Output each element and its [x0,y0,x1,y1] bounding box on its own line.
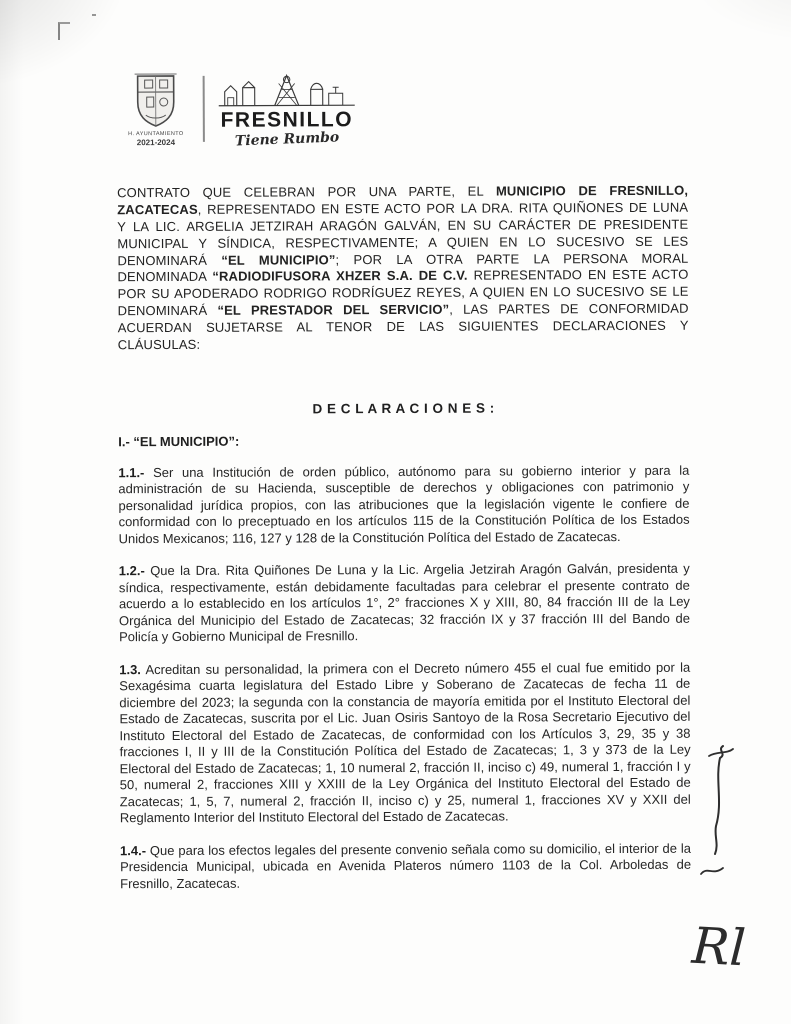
intro-segment: REPRESENTADO EN ESTE ACTO POR SU APODERADO RODRIGO RODRÍGUEZ REYES, A QUIEN EN LO SUCESIVO SE LE DENOMINARÁ [117,267,689,319]
intro-segment: CONTRATO QUE CELEBRAN POR UNA PARTE, EL [117,183,496,201]
clause-body: Que para los efectos legales del presente convenio señala como su domicilio, el interior de la Presidencia Municipal, ubicada en Avenida Plateros número 1103 de la Col. Arboledas de Fresnillo, Zacatecas. [120,840,692,892]
clause-number: 1.3. [119,662,141,678]
crest-caption-line2: 2021-2024 [136,137,176,147]
clause-1-4 [120,841,691,893]
intro-bold-segment: “EL PRESTADOR DEL SERVICIO” [217,301,450,319]
fresnillo-tagline: Tiene Rumbo [234,129,340,150]
clause-body: Que la Dra. Rita Quiñones De Luna y la Lic. Argelia Jetzirah Aragón Galván, presidenta y síndica, respectivamente, están debidamente facultadas para celebrar el presente contrato de acuerdo a lo establecido en los artículos 1°, 2° fracciones X y XIII, 80, 84 fracción III de la Ley Orgánica del Municipio del Estado de Zacatecas; 32 fracción IX y 37 fracción III del Bando de Policía y Gobierno Municipal de Fresnillo. [118,561,691,645]
pen-flourish-mark [693,742,745,892]
clause-body: Acreditan su personalidad, la primera con el Decreto número 455 el cual fue emitido por la Sexagésima cuarta legislatura del Estado Libre y Soberano de Zacatecas de fecha 11 de diciembre del 2023; la segunda con la constancia de mayoría emitida por el Instituto Electoral del Estado de Zacatecas, suscrita por el Lic. Juan Osiris Santoyo de la Rosa Secretario Ejecutivo del Instituto Electoral del Estado de Zacatecas, de conformidad con los Artículos 3, 29, 35 y 38 fracciones I, II y III de la Constitución Política del Estado de Zacatecas; 1, 3 y 373 de la Ley Electoral del Estado de Zacatecas; 1, 10 numeral 2, fracción II, inciso c) 49, numeral 1, fracción I y 50, numeral 2, fracciones XIII y XXIII de la Ley Orgánica del Instituto Electoral del Estado de Zacatecas; 1, 5, 7, numeral 2, fracción II, inciso c) y 25, numeral 1, fracciones XV y XXII del Reglamento Interior del Instituto Electoral del Estado de Zacatecas. [119,659,691,826]
crest-caption-line1: H. AYUNTAMIENTO [128,131,184,138]
intro-bold-segment: “RADIODIFUSORA XHZER S.A. DE C.V. [212,268,468,285]
logo-divider [203,76,205,142]
declaraciones-heading: D E C L A R A C I O N E S : [312,400,495,417]
fresnillo-skyline-icon [217,71,357,108]
crest-caption [128,131,184,147]
clause-body: Ser una Institución de orden público, autónomo para su gobierno interior y para la administración de su Hacienda, susceptible de derechos y obligaciones con patrimonio y personalidad jurídica propios, con las atribuciones que la legislación vigente le confiere de conformidad con lo preceptuado en los artículos 115 de la Constitución Política de los Estados Unidos Mexicanos; 116, 127 y 128 de la Constitución Política del Estado de Zacatecas. [118,462,690,547]
clause-number: 1.1.- [118,465,145,481]
clause-1-3 [119,660,691,827]
fresnillo-wordmark: FRESNILLO [220,108,354,132]
crest-shield-icon [133,71,179,129]
clause-number: 1.4.- [119,842,147,859]
contract-intro-paragraph [117,183,689,354]
ayuntamiento-crest-logo [121,71,191,147]
scan-artifact [92,14,96,16]
intro-segment: , LAS PARTES DE CONFORMIDAD ACUERDAN SUJETARSE AL TENOR DE LAS SIGUIENTES DECLARACIONES Y CLÁUSULAS: [117,300,689,353]
intro-segment: , REPRESENTADO EN ESTE ACTO POR LA DRA. RITA QUIÑONES DE LUNA Y LA LIC. ARGELIA JETZIRAH ARAGÓN GALVÁN, EN SU CARÁCTER DE PRESIDENTE MUNICIPAL Y SÍNDICA, RESPECTIVAMENTE; A QUIEN EN LO SUCESIVO SE LES DENOMINARÁ [117,199,689,268]
fresnillo-logo [217,71,357,148]
clause-1-2 [119,561,690,646]
intro-bold-segment: MUNICIPIO DE FRESNILLO, ZACATECAS [117,182,689,218]
scan-artifact [58,22,70,40]
document-sheet [0,58,791,893]
handwritten-initials: Rl [690,916,748,978]
clause-number: 1.2.- [118,563,145,579]
intro-bold-segment: “EL MUNICIPIO” [221,251,336,268]
clause-1-1 [118,463,689,548]
municipio-section-heading: I.- “EL MUNICIPIO”: [118,433,240,450]
intro-segment: ; POR LA OTRA PARTE LA PERSONA MORAL DENOMINADA [117,250,689,285]
letterhead [121,59,688,157]
